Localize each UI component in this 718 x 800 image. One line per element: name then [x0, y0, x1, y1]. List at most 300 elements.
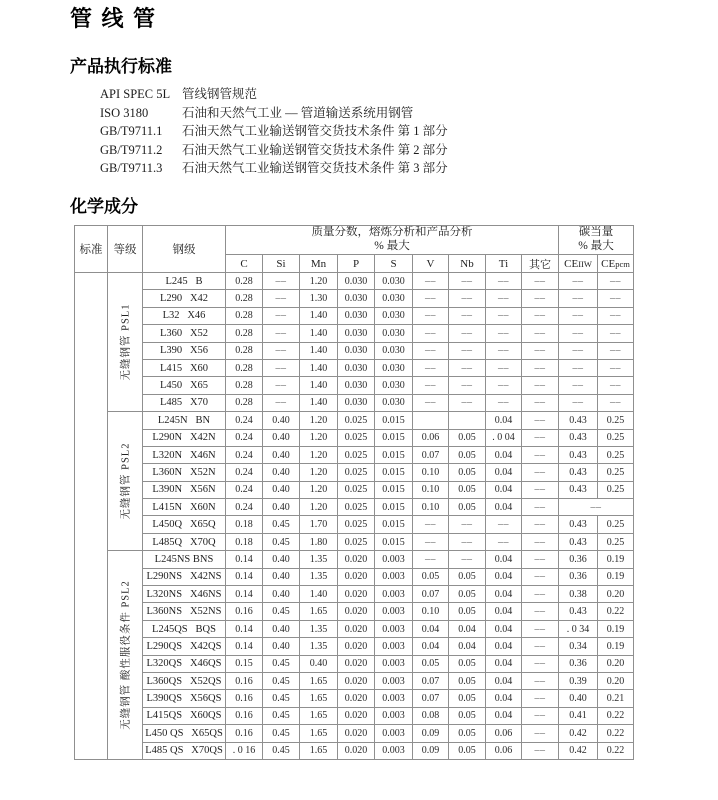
table-row [75, 412, 634, 429]
value-cell: 0.05 [449, 481, 486, 498]
steel-grade-cell: L485 X70 [143, 394, 226, 411]
value-cell: 1.65 [300, 725, 338, 742]
value-cell: –– [522, 273, 559, 290]
value-cell: 0.18 [226, 533, 263, 550]
value-cell: –– [413, 290, 449, 307]
mass-fraction-group-header [226, 226, 559, 255]
value-cell: 0.15 [226, 655, 263, 672]
grade-group-cell [108, 551, 143, 760]
value-cell: 0.025 [338, 412, 375, 429]
value-cell: 0.003 [375, 707, 413, 724]
value-cell: 0.45 [263, 516, 300, 533]
standard-item [100, 104, 448, 123]
value-cell: 0.24 [226, 446, 263, 463]
value-cell: 0.40 [263, 620, 300, 637]
grade-group-label: 无缝钢管 PSL2 [120, 442, 132, 520]
table-row [75, 568, 634, 585]
value-cell: –– [522, 551, 559, 568]
table-row [75, 672, 634, 689]
value-cell: 0.14 [226, 586, 263, 603]
value-cell: 0.05 [449, 672, 486, 689]
value-cell: –– [449, 342, 486, 359]
value-cell: 0.025 [338, 516, 375, 533]
value-cell: 0.015 [375, 481, 413, 498]
table-row [75, 603, 634, 620]
value-cell: 0.030 [338, 394, 375, 411]
value-cell: 0.015 [375, 412, 413, 429]
value-cell: 0.003 [375, 620, 413, 637]
steel-grade-cell: L450Q X65Q [143, 516, 226, 533]
value-cell: 0.09 [413, 742, 449, 759]
standard-code: GB/T9711.3 [100, 161, 163, 175]
steel-grade-cell: L485 QS X70QS [143, 742, 226, 759]
steel-grade-cell: L290 X42 [143, 290, 226, 307]
value-cell: 0.28 [226, 307, 263, 324]
table-row [75, 586, 634, 603]
element-header-s: S [375, 255, 413, 273]
value-cell: –– [522, 342, 559, 359]
value-cell: 0.030 [338, 342, 375, 359]
standard-item [100, 85, 448, 104]
table-row [75, 307, 634, 324]
value-cell: –– [263, 377, 300, 394]
value-cell: 0.25 [598, 412, 634, 429]
steel-grade-cell: L360 X52 [143, 325, 226, 342]
value-cell: 0.025 [338, 499, 375, 516]
value-cell: 0.06 [486, 742, 522, 759]
value-cell: –– [522, 672, 559, 689]
standard-item [100, 122, 448, 141]
value-cell: –– [522, 690, 559, 707]
steel-grade-cell: L245 B [143, 273, 226, 290]
mass-fraction-group-line2: % 最大 [374, 240, 410, 252]
value-cell: 0.16 [226, 690, 263, 707]
value-cell: –– [522, 533, 559, 550]
value-cell: 0.020 [338, 638, 375, 655]
value-cell: 0.19 [598, 568, 634, 585]
value-cell: 0.04 [486, 499, 522, 516]
value-cell: –– [559, 273, 598, 290]
value-cell: 0.45 [263, 742, 300, 759]
value-cell: 0.030 [338, 325, 375, 342]
value-cell: –– [486, 290, 522, 307]
value-cell: –– [449, 551, 486, 568]
value-cell: 0.24 [226, 481, 263, 498]
value-cell: –– [522, 603, 559, 620]
header-row-groups [75, 226, 634, 255]
standard-item [100, 141, 448, 160]
value-cell: 0.030 [338, 377, 375, 394]
ce-pcm-header [598, 255, 634, 273]
value-cell: –– [449, 516, 486, 533]
value-cell: 0.28 [226, 342, 263, 359]
value-cell: 0.25 [598, 464, 634, 481]
standard-description: 石油天然气工业输送钢管交货技术条件 第 3 部分 [182, 161, 448, 175]
value-cell: –– [449, 325, 486, 342]
ce-iiw-main: CE [564, 257, 579, 270]
table-row [75, 725, 634, 742]
value-cell: –– [413, 273, 449, 290]
value-cell: 0.34 [559, 638, 598, 655]
value-cell: 1.65 [300, 742, 338, 759]
value-cell: 0.04 [486, 568, 522, 585]
value-cell: 0.20 [598, 655, 634, 672]
value-cell: 0.04 [486, 690, 522, 707]
value-cell: 0.45 [263, 725, 300, 742]
value-cell: 1.40 [300, 586, 338, 603]
value-cell: 0.05 [449, 707, 486, 724]
value-cell: 0.28 [226, 273, 263, 290]
steel-grade-cell: L485Q X70Q [143, 533, 226, 550]
value-cell: –– [449, 394, 486, 411]
table-row [75, 446, 634, 463]
steel-grade-cell: L360N X52N [143, 464, 226, 481]
value-cell: –– [413, 377, 449, 394]
table-row [75, 516, 634, 533]
value-cell: 0.05 [449, 446, 486, 463]
value-cell: 0.14 [226, 620, 263, 637]
value-cell: 1.40 [300, 325, 338, 342]
element-header-mn: Mn [300, 255, 338, 273]
value-cell: 1.40 [300, 394, 338, 411]
standard-code: GB/T9711.1 [100, 124, 163, 138]
element-header-v: V [413, 255, 449, 273]
value-cell: 0.40 [263, 446, 300, 463]
value-cell: 0.43 [559, 446, 598, 463]
table-row [75, 638, 634, 655]
value-cell: 1.65 [300, 690, 338, 707]
value-cell: 0.22 [598, 742, 634, 759]
chemistry-table-body [75, 273, 634, 760]
steel-grade-cell: L390QS X56QS [143, 690, 226, 707]
value-cell: 0.18 [226, 516, 263, 533]
value-cell: –– [486, 273, 522, 290]
value-cell: 0.003 [375, 568, 413, 585]
value-cell: –– [486, 516, 522, 533]
steel-grade-cell: L415N X60N [143, 499, 226, 516]
value-cell: 0.45 [263, 707, 300, 724]
value-cell: 0.45 [263, 655, 300, 672]
value-cell: –– [522, 620, 559, 637]
standard-description: 石油天然气工业输送钢管交货技术条件 第 1 部分 [182, 124, 448, 138]
value-cell: 0.16 [226, 725, 263, 742]
value-cell: –– [486, 377, 522, 394]
value-cell: 0.07 [413, 672, 449, 689]
value-cell: 0.05 [413, 655, 449, 672]
value-cell: 0.020 [338, 742, 375, 759]
steel-grade-cell: L245N BN [143, 412, 226, 429]
value-cell: 0.43 [559, 412, 598, 429]
value-cell: 0.04 [486, 603, 522, 620]
value-cell: 0.45 [263, 603, 300, 620]
table-row [75, 533, 634, 550]
steel-grade-cell: L450 X65 [143, 377, 226, 394]
mass-fraction-group-line1: 质量分数，熔炼分析和产品分析 [311, 226, 473, 239]
value-cell: 0.020 [338, 672, 375, 689]
steel-grade-cell: L320N X46N [143, 446, 226, 463]
value-cell: –– [522, 499, 559, 516]
value-cell: 0.05 [449, 655, 486, 672]
value-cell: 0.06 [486, 725, 522, 742]
value-cell: 0.40 [300, 655, 338, 672]
value-cell: 0.015 [375, 533, 413, 550]
value-cell: 0.05 [449, 586, 486, 603]
value-cell: 0.40 [263, 551, 300, 568]
value-cell: 0.003 [375, 690, 413, 707]
value-cell: 0.04 [486, 412, 522, 429]
ce-pcm-sub: pcm [615, 258, 630, 269]
carbon-equivalent-group-line2: % 最大 [578, 240, 614, 252]
value-cell: 1.35 [300, 568, 338, 585]
table-row [75, 690, 634, 707]
chemistry-table-header [75, 226, 634, 273]
steel-grade-cell: L390N X56N [143, 481, 226, 498]
value-cell: 0.36 [559, 655, 598, 672]
value-cell: 0.030 [375, 394, 413, 411]
value-cell: 1.35 [300, 620, 338, 637]
value-cell: 0.43 [559, 533, 598, 550]
steel-grade-cell: L320NS X46NS [143, 586, 226, 603]
value-cell: 0.04 [486, 620, 522, 637]
value-cell: 1.20 [300, 464, 338, 481]
table-row [75, 499, 634, 516]
value-cell: –– [263, 307, 300, 324]
value-cell: 1.40 [300, 377, 338, 394]
value-cell: –– [522, 464, 559, 481]
steel-grade-cell: L390 X56 [143, 342, 226, 359]
table-row [75, 742, 634, 759]
value-cell: 0.025 [338, 429, 375, 446]
value-cell: 0.030 [375, 342, 413, 359]
value-cell: 0.36 [559, 568, 598, 585]
value-cell: 0.015 [375, 446, 413, 463]
value-cell: 0.22 [598, 725, 634, 742]
value-cell: 1.20 [300, 499, 338, 516]
value-cell: –– [522, 586, 559, 603]
value-cell: 0.020 [338, 707, 375, 724]
value-cell: 0.07 [413, 586, 449, 603]
value-cell: –– [486, 533, 522, 550]
standard-description: 石油天然气工业输送钢管交货技术条件 第 2 部分 [182, 142, 448, 157]
element-header-nb: Nb [449, 255, 486, 273]
value-cell: 0.05 [449, 499, 486, 516]
element-header-si: Si [263, 255, 300, 273]
value-cell: 1.40 [300, 359, 338, 376]
value-cell: 0.05 [449, 725, 486, 742]
value-cell: 0.24 [226, 499, 263, 516]
value-cell: 0.43 [559, 516, 598, 533]
value-cell: 0.030 [375, 307, 413, 324]
value-cell: 0.05 [449, 742, 486, 759]
value-cell: –– [598, 342, 634, 359]
value-cell: –– [522, 446, 559, 463]
standard-description: 管线钢管规范 [182, 87, 258, 101]
value-cell: –– [522, 638, 559, 655]
value-cell: 0.40 [263, 499, 300, 516]
value-cell: 0.43 [559, 481, 598, 498]
value-cell: 0.04 [486, 446, 522, 463]
value-cell: 1.65 [300, 603, 338, 620]
value-cell: –– [449, 377, 486, 394]
standard-code: API SPEC 5L [100, 87, 171, 101]
value-cell [413, 412, 449, 429]
value-cell: 0.36 [559, 551, 598, 568]
value-cell: –– [598, 359, 634, 376]
value-cell: 0.05 [449, 429, 486, 446]
value-cell: –– [413, 342, 449, 359]
value-cell: –– [522, 412, 559, 429]
value-cell: 0.020 [338, 690, 375, 707]
value-cell: 0.25 [598, 533, 634, 550]
value-cell: 0.40 [263, 568, 300, 585]
chemistry-heading: 化学成分 [70, 197, 138, 216]
value-cell: 1.65 [300, 707, 338, 724]
value-cell: –– [449, 359, 486, 376]
table-row [75, 377, 634, 394]
steel-grade-cell: L290N X42N [143, 429, 226, 446]
value-cell: –– [486, 394, 522, 411]
value-cell: –– [598, 325, 634, 342]
value-cell: –– [598, 394, 634, 411]
value-cell: 0.025 [338, 533, 375, 550]
value-cell: –– [486, 307, 522, 324]
table-row [75, 429, 634, 446]
value-cell: 0.04 [486, 481, 522, 498]
steel-grade-cell: L320QS X46QS [143, 655, 226, 672]
element-header-ti: Ti [486, 255, 522, 273]
value-cell: . 0 16 [226, 742, 263, 759]
value-cell: 0.16 [226, 707, 263, 724]
value-cell: –– [413, 325, 449, 342]
value-cell: 0.25 [598, 481, 634, 498]
table-row [75, 342, 634, 359]
value-cell: 0.39 [559, 672, 598, 689]
value-cell: 0.40 [263, 586, 300, 603]
value-cell: –– [559, 290, 598, 307]
value-cell: 0.25 [598, 446, 634, 463]
value-cell: –– [598, 307, 634, 324]
value-cell: 0.015 [375, 429, 413, 446]
value-cell: –– [598, 290, 634, 307]
value-cell: 0.40 [263, 429, 300, 446]
value-cell: . 0 34 [559, 620, 598, 637]
value-cell: 0.40 [263, 638, 300, 655]
value-cell: 1.20 [300, 412, 338, 429]
value-cell: 0.015 [375, 516, 413, 533]
table-row [75, 707, 634, 724]
value-cell: 0.28 [226, 325, 263, 342]
value-cell: –– [522, 655, 559, 672]
value-cell: 0.28 [226, 377, 263, 394]
value-cell: 0.003 [375, 551, 413, 568]
value-cell: –– [598, 377, 634, 394]
value-cell: –– [559, 359, 598, 376]
grade-column-header: 等级 [108, 226, 143, 273]
value-cell: 1.20 [300, 446, 338, 463]
value-cell: 0.020 [338, 551, 375, 568]
value-cell: –– [413, 551, 449, 568]
value-cell: 0.020 [338, 655, 375, 672]
value-cell: 0.030 [338, 273, 375, 290]
value-cell: 0.025 [338, 446, 375, 463]
value-cell: 0.04 [486, 551, 522, 568]
value-cell: 0.10 [413, 464, 449, 481]
value-cell: –– [263, 273, 300, 290]
value-cell: 0.40 [263, 464, 300, 481]
value-cell: –– [413, 394, 449, 411]
table-row [75, 464, 634, 481]
value-cell: 0.07 [413, 446, 449, 463]
value-cell: –– [449, 290, 486, 307]
value-cell: –– [559, 307, 598, 324]
value-cell: 0.030 [375, 273, 413, 290]
standard-column-cell [75, 273, 108, 760]
value-cell: –– [486, 342, 522, 359]
steel-grade-cell: L360QS X52QS [143, 672, 226, 689]
value-cell: 0.025 [338, 481, 375, 498]
value-cell: –– [522, 429, 559, 446]
value-cell: 0.41 [559, 707, 598, 724]
value-cell: –– [559, 377, 598, 394]
value-cell: 1.40 [300, 307, 338, 324]
value-cell: –– [598, 273, 634, 290]
value-cell: –– [522, 307, 559, 324]
value-cell: 0.25 [598, 516, 634, 533]
value-cell: 0.05 [449, 603, 486, 620]
value-cell: 0.45 [263, 672, 300, 689]
value-cell: 0.020 [338, 586, 375, 603]
value-cell: 0.04 [413, 620, 449, 637]
value-cell: –– [522, 568, 559, 585]
value-cell: 0.28 [226, 394, 263, 411]
value-cell: –– [522, 516, 559, 533]
value-cell: –– [522, 481, 559, 498]
value-cell: 0.28 [226, 359, 263, 376]
value-cell: –– [449, 273, 486, 290]
value-cell: 0.05 [449, 568, 486, 585]
value-cell: 1.65 [300, 672, 338, 689]
value-cell: 0.16 [226, 672, 263, 689]
ce-iiw-header [559, 255, 598, 273]
table-row [75, 620, 634, 637]
value-cell: –– [413, 516, 449, 533]
value-cell: –– [486, 359, 522, 376]
steel-grade-cell: L360NS X52NS [143, 603, 226, 620]
value-cell: 1.70 [300, 516, 338, 533]
standard-item [100, 159, 448, 178]
value-cell: 0.020 [338, 725, 375, 742]
value-cell: 0.25 [598, 429, 634, 446]
value-cell: 0.015 [375, 464, 413, 481]
steel-grade-cell: L245NS BNS [143, 551, 226, 568]
steel-grade-cell: L290QS X42QS [143, 638, 226, 655]
value-cell: 0.42 [559, 742, 598, 759]
value-cell: 0.003 [375, 638, 413, 655]
value-cell: 0.19 [598, 620, 634, 637]
value-cell: 0.003 [375, 672, 413, 689]
element-header-other: 其它 [522, 255, 559, 273]
ce-iiw-sub: IIW [578, 258, 592, 269]
value-cell: 0.07 [413, 690, 449, 707]
standard-code: ISO 3180 [100, 105, 149, 120]
value-cell: 1.40 [300, 342, 338, 359]
value-cell: 0.030 [375, 325, 413, 342]
value-cell: 0.05 [449, 464, 486, 481]
value-cell: –– [522, 325, 559, 342]
value-cell: 0.04 [413, 638, 449, 655]
value-cell: 1.20 [300, 273, 338, 290]
value-cell: 1.20 [300, 429, 338, 446]
